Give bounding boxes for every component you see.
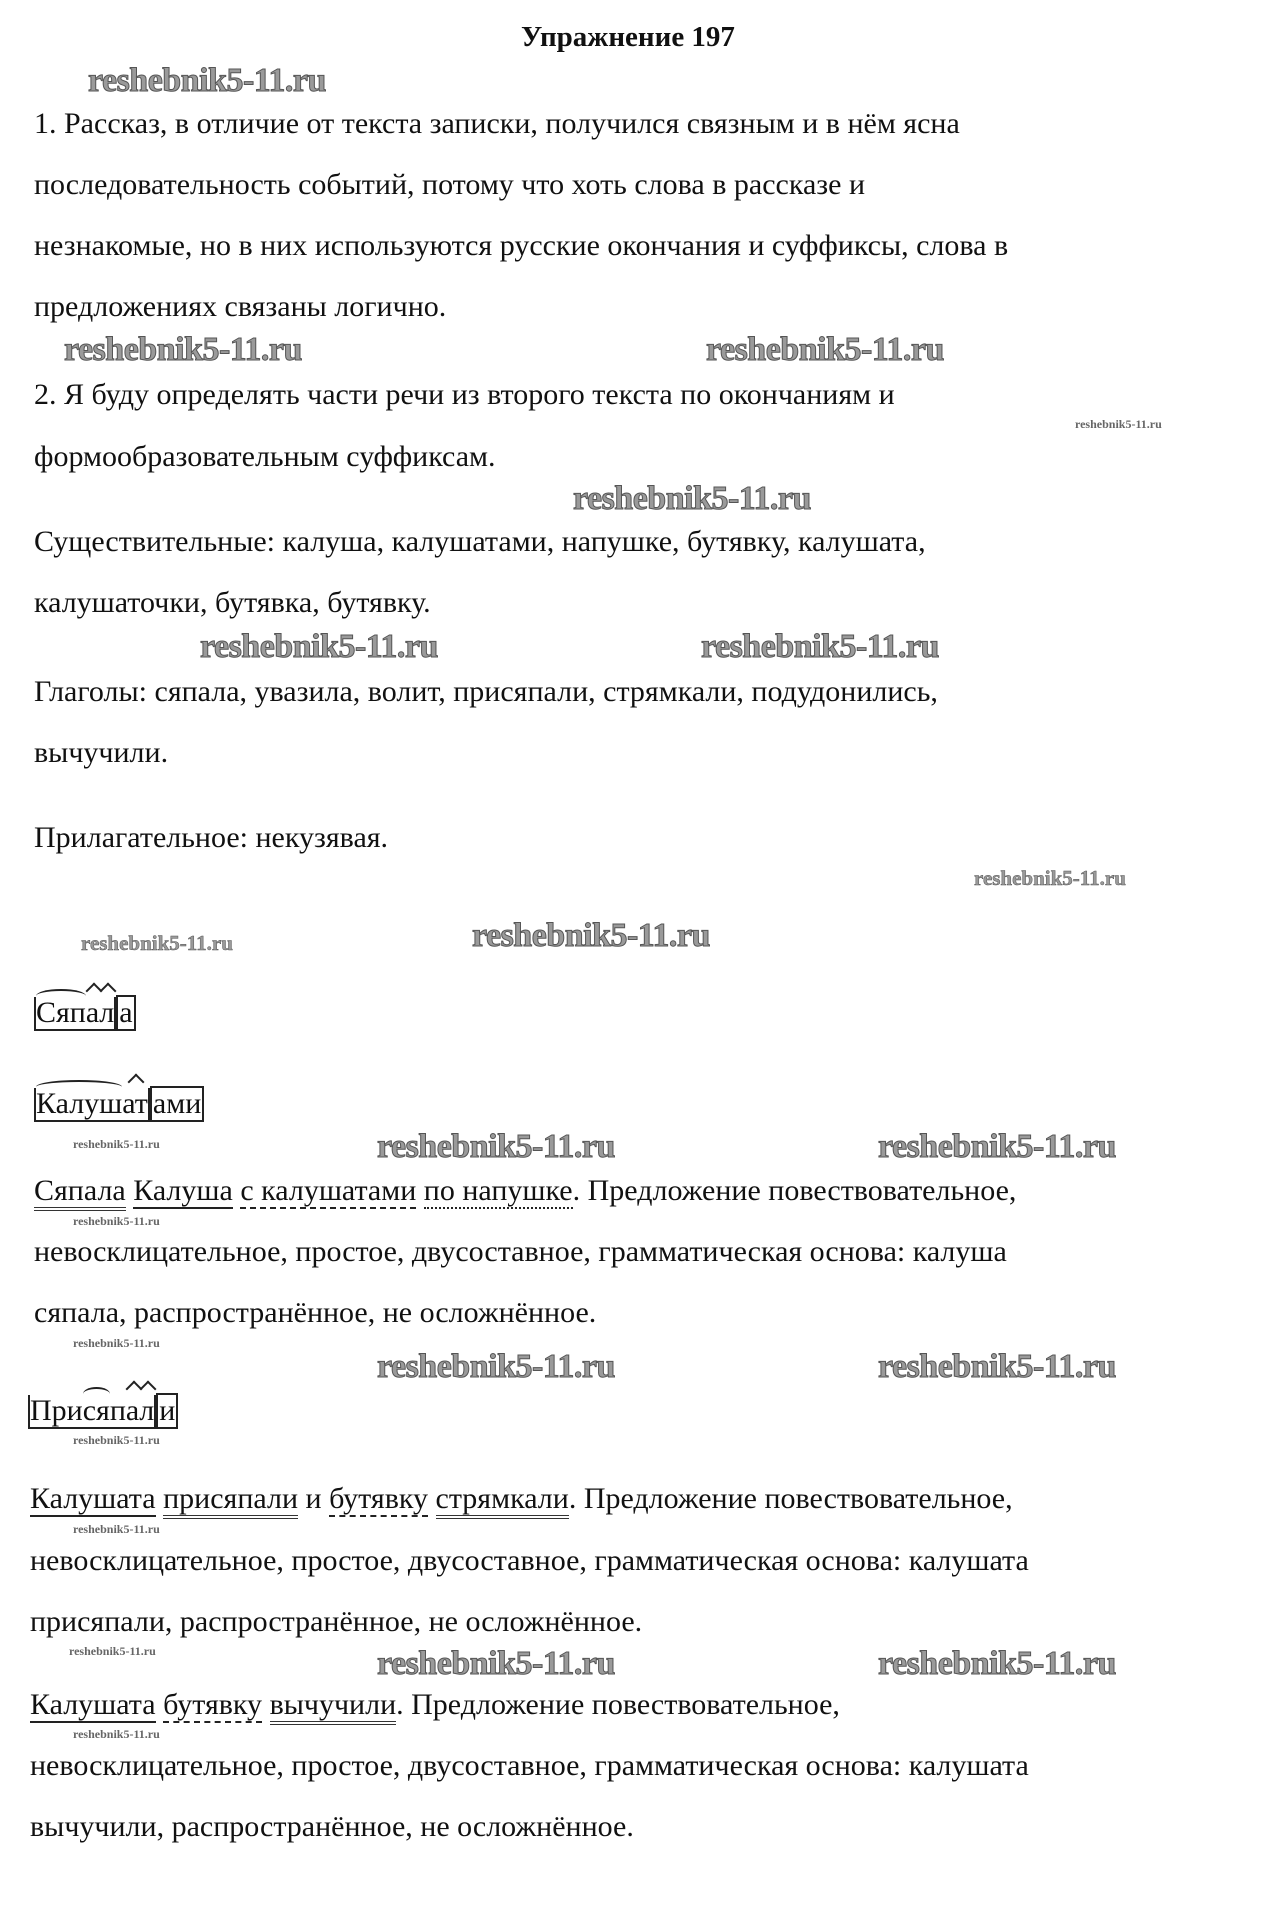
watermark: reshebnik5-11.ru	[974, 866, 1126, 890]
watermark: reshebnik5-11.ru	[69, 1644, 156, 1658]
verbs-line: Глаголы: сяпала, увазила, волит, присяпали, стрямкали, подудонились,	[34, 675, 938, 708]
watermark: reshebnik5-11.ru	[377, 1128, 615, 1165]
sentence-text: . Предложение повествовательное,	[396, 1688, 840, 1721]
object: бутявку	[329, 1482, 429, 1515]
sentence-text: . Предложение повествовательное,	[572, 1174, 1017, 1207]
paragraph-2-line: формообразовательным суффиксам.	[34, 440, 496, 473]
watermark: reshebnik5-11.ru	[706, 331, 944, 368]
stem-bracket	[34, 997, 116, 1031]
exercise-title: Упражнение 197	[521, 21, 735, 53]
watermark: reshebnik5-11.ru	[701, 628, 939, 665]
adjective-line: Прилагательное: некузявая.	[34, 821, 389, 854]
watermark: reshebnik5-11.ru	[573, 480, 811, 517]
watermark: reshebnik5-11.ru	[200, 628, 438, 665]
watermark: reshebnik5-11.ru	[73, 1214, 160, 1228]
root-mark: Калуш	[36, 1087, 123, 1120]
subject: Калушата	[30, 1688, 156, 1721]
watermark: reshebnik5-11.ru	[878, 1645, 1116, 1682]
root-mark: ся	[82, 1394, 110, 1427]
object: с калушатами	[240, 1174, 417, 1207]
sentence-1-line: сяпала, распространённое, не осложнённое.	[34, 1296, 597, 1329]
watermark: reshebnik5-11.ru	[73, 1433, 160, 1447]
nouns-line: Существительные: калуша, калушатами, напушке, бутявку, калушата,	[34, 525, 926, 558]
watermark: reshebnik5-11.ru	[878, 1128, 1116, 1165]
paragraph-1-line: незнакомые, но в них используются русские окончания и суффиксы, слова в	[34, 229, 1009, 262]
paragraph-1-line: 1. Рассказ, в отличие от текста записки, получился связным и в нём ясна	[34, 107, 960, 140]
sentence-1-line: невосклицательное, простое, двусоставное, грамматическая основа: калуша	[34, 1235, 1007, 1268]
morpheme-parse-prisyapali	[28, 1393, 178, 1429]
suffix-mark: ат	[122, 1087, 148, 1120]
subject: Калуша	[133, 1174, 233, 1207]
suffix-mark: л	[139, 1394, 155, 1427]
stem-bracket	[28, 1395, 156, 1429]
ending-box: и	[156, 1393, 178, 1429]
sentence-3-line	[30, 1687, 840, 1723]
sentence-2-line	[30, 1481, 1013, 1517]
predicate: Сяпала	[34, 1174, 126, 1211]
predicate: стрямкали	[436, 1482, 569, 1519]
sentence-2-line: невосклицательное, простое, двусоставное, грамматическая основа: калушата	[30, 1544, 1029, 1577]
watermark: reshebnik5-11.ru	[64, 331, 302, 368]
watermark: reshebnik5-11.ru	[73, 1727, 160, 1741]
paragraph-1-line: предложениях связаны логично.	[34, 290, 447, 323]
watermark: reshebnik5-11.ru	[472, 917, 710, 954]
adverbial: по напушке	[423, 1174, 573, 1207]
suffix-mark: л	[99, 996, 115, 1029]
sentence-3-line: невосклицательное, простое, двусоставное, грамматическая основа: калушата	[30, 1749, 1029, 1782]
root-tail: п	[109, 1394, 126, 1427]
watermark: reshebnik5-11.ru	[377, 1645, 615, 1682]
sentence-3-line: вычучили, распространённое, не осложнённое.	[30, 1810, 634, 1843]
ending-box: ами	[150, 1086, 204, 1122]
predicate: вычучили	[270, 1688, 397, 1725]
ending-box: а	[116, 995, 135, 1031]
morpheme-parse-syapala	[34, 995, 136, 1031]
root-mark: Сяп	[36, 996, 86, 1029]
prefix: При	[30, 1394, 83, 1427]
sentence-text: . Предложение повествовательное,	[568, 1482, 1013, 1515]
watermark: reshebnik5-11.ru	[73, 1336, 160, 1350]
morpheme-parse-kalushatami	[34, 1086, 204, 1122]
verbs-line: вычучили.	[34, 736, 169, 769]
paragraph-2-line: 2. Я буду определять части речи из второго текста по окончаниям и	[34, 378, 895, 411]
subject: Калушата	[30, 1482, 156, 1515]
paragraph-1-line: последовательность событий, потому что хоть слова в рассказе и	[34, 168, 866, 201]
watermark: reshebnik5-11.ru	[73, 1137, 160, 1151]
watermark: reshebnik5-11.ru	[73, 1522, 160, 1536]
watermark: reshebnik5-11.ru	[377, 1348, 615, 1385]
predicate: присяпали	[163, 1482, 298, 1519]
stem-bracket	[34, 1088, 150, 1122]
conjunction: и	[305, 1482, 322, 1515]
suffix-mark: а	[85, 996, 100, 1029]
suffix-mark: а	[125, 1394, 140, 1427]
watermark: reshebnik5-11.ru	[81, 931, 233, 955]
watermark: reshebnik5-11.ru	[88, 62, 326, 99]
sentence-1-line	[34, 1173, 1016, 1209]
watermark: reshebnik5-11.ru	[1075, 417, 1162, 431]
nouns-line: калушаточки, бутявка, бутявку.	[34, 586, 431, 619]
object: бутявку	[163, 1688, 263, 1721]
watermark: reshebnik5-11.ru	[878, 1348, 1116, 1385]
sentence-2-line: присяпали, распространённое, не осложнённое.	[30, 1605, 643, 1638]
